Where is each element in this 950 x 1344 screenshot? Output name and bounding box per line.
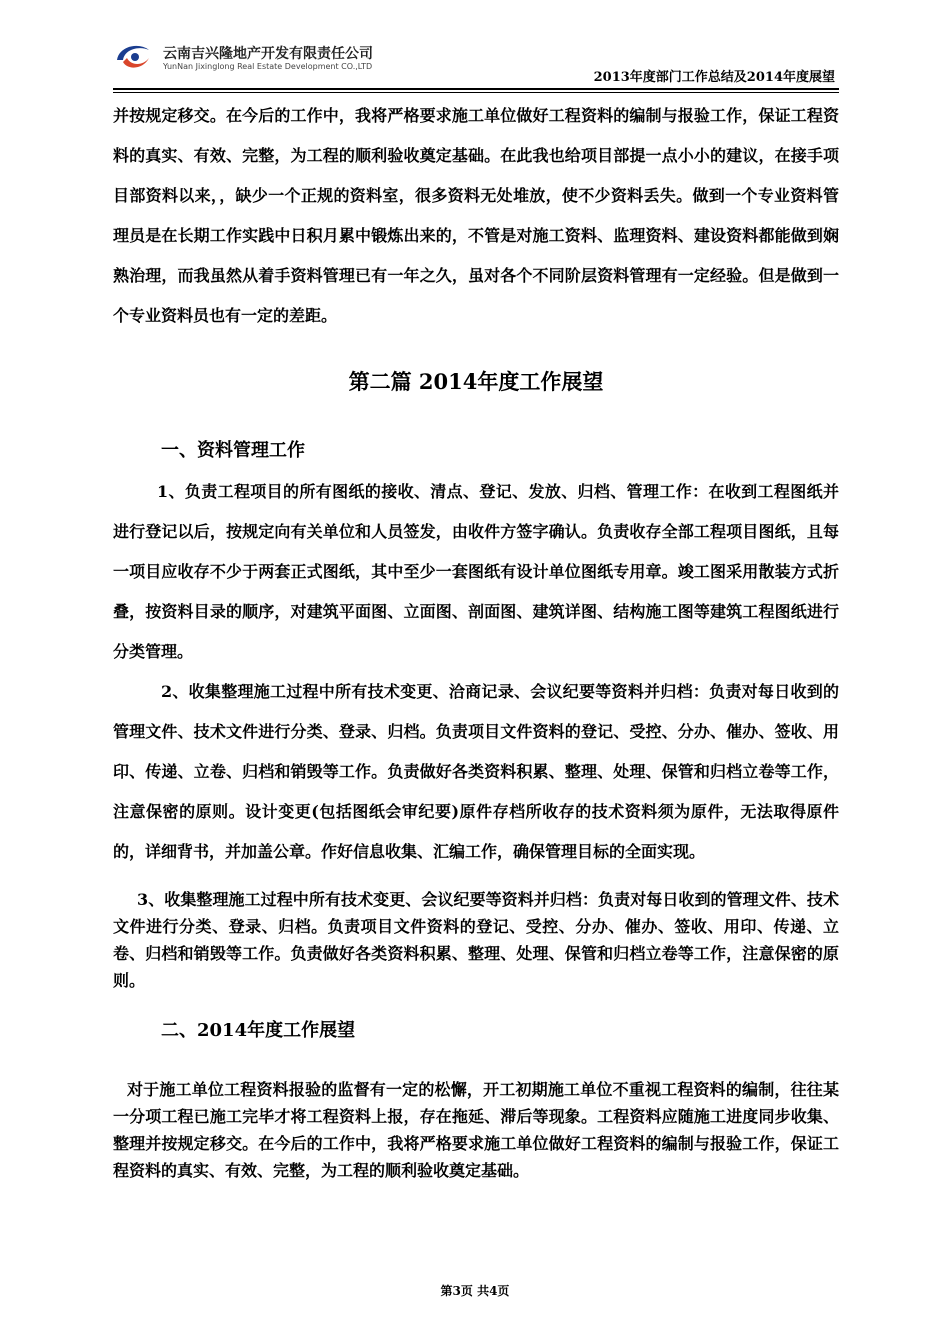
list-item-drawings: 1、负责工程项目的所有图纸的接收、清点、登记、发放、归档、管理工作：在收到工程图纸并进行登记以后，按规定向有关单位和人员签发，由收件方签字确认。负责收存全部工程项目图纸，且每一项目应收存不少于两套正式图纸，其中至少一套图纸有设计单位图纸专用章。竣工图采用散装方式折叠，按资料目录的顺序，对建筑平面图、立面图、剖面图、建筑详图、结构施工图等建筑工程图纸进行分类管理。: [113, 482, 839, 661]
section-heading-outlook: 二、2014年度工作展望: [161, 1020, 356, 1041]
part-title: 第二篇 2014年度工作展望: [348, 369, 604, 394]
list-item-technical-changes: 2、收集整理施工过程中所有技术变更、洽商记录、会议纪要等资料并归档：负责对每日收到的管理文件、技术文件进行分类、登录、归档。负责项目文件资料的登记、受控、分办、催办、签收、用印、传递、立卷、归档和销毁等工作。负责做好各类资料积累、整理、处理、保管和归档立卷等工作，注意保密的原则。设计变更(包括图纸会审纪要)原件存档所收存的技术资料须为原件，无法取得原件的，详细背书，并加盖公章。作好信息收集、汇编工作，确保管理目标的全面实现。: [113, 682, 839, 861]
header-divider: [113, 88, 839, 93]
outlook-paragraph: 对于施工单位工程资料报验的监督有一定的松懈，开工初期施工单位不重视工程资料的编制，往往某一分项工程已施工完毕才将工程资料上报，存在拖延、滞后等现象。工程资料应随施工进度同步收集、整理并按规定移交。在今后的工作中，我将严格要求施工单位做好工程资料的编制与报验工作，保证工程资料的真实、有效、完整，为工程的顺利验收奠定基础。: [113, 1080, 839, 1180]
company-name-en: YunNan Jixinglong Real Estate Development CO.,LTD: [163, 62, 373, 71]
page-header: [113, 40, 839, 94]
intro-paragraph: 并按规定移交。在今后的工作中，我将严格要求施工单位做好工程资料的编制与报验工作，保证工程资料的真实、有效、完整，为工程的顺利验收奠定基础。在此我也给项目部提一点小小的建议，在接手项目部资料以来，，缺少一个正规的资料室，很多资料无处堆放，使不少资料丢失。做到一个专业资料管理员是在长期工作实践中日积月累中锻炼出来的，不管是对施工资料、监理资料、建设资料都能做到娴熟治理，而我虽然从着手资料管理已有一年之久，虽对各个不同阶层资料管理有一定经验。但是做到一个专业资料员也有一定的差距。: [113, 106, 839, 325]
section-heading-data-management: 一、资料管理工作: [161, 440, 305, 461]
company-name-cn: 云南吉兴隆地产开发有限责任公司: [163, 46, 373, 62]
page-content: [113, 96, 839, 1184]
list-item-meeting-records: 3、收集整理施工过程中所有技术变更、会议纪要等资料并归档：负责对每日收到的管理文件、技术文件进行分类、登录、归档。负责项目文件资料的登记、受控、分办、催办、签收、用印、传递、立卷、归档和销毁等工作。负责做好各类资料积累、整理、处理、保管和归档立卷等工作，注意保密的原则。: [113, 890, 839, 990]
document-title: 2013年度部门工作总结及2014年度展望: [593, 70, 835, 85]
company-logo-icon: [113, 40, 153, 72]
page-number: 第3页 共4页: [440, 1284, 510, 1298]
